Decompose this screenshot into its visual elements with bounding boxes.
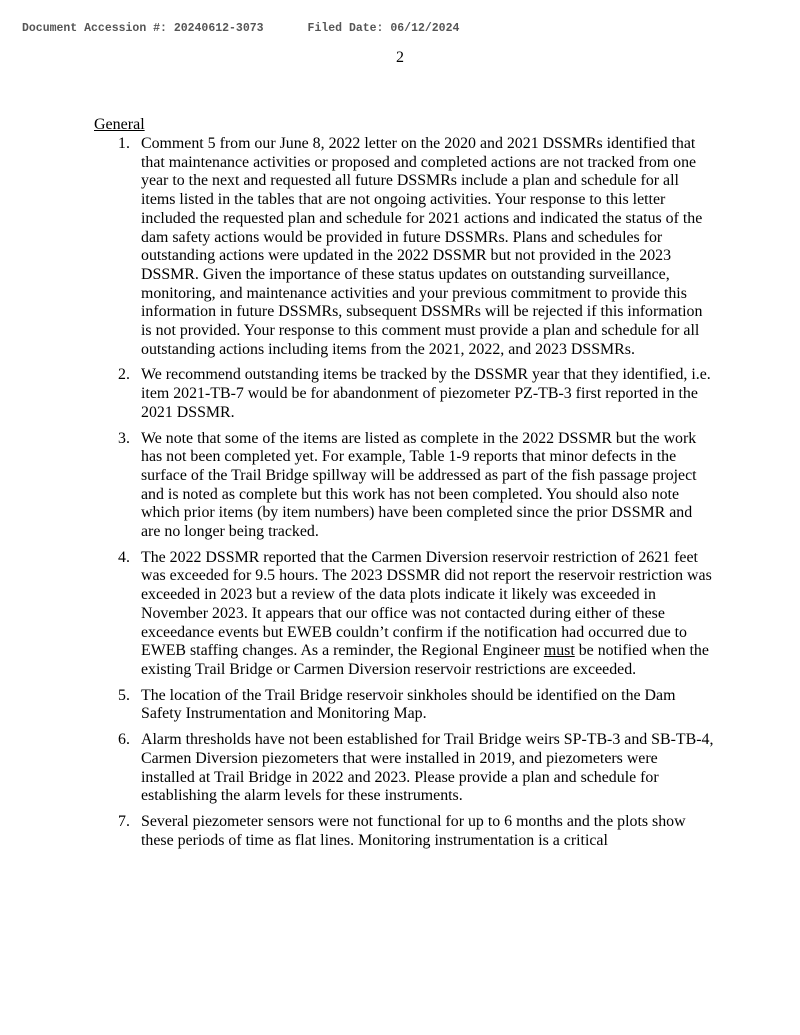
item-number: 5.	[118, 686, 130, 704]
item-number: 4.	[118, 548, 130, 566]
item-text: Several piezometer sensors were not functional for up to 6 months and the plots show these periods of time as flat lines. Monitoring instrumentation is a critical	[141, 812, 686, 849]
item-number: 2.	[118, 366, 130, 384]
item-text: We note that some of the items are listed as complete in the 2022 DSSMR but the work has not been completed yet. For example, Table 1-9 reports that minor defects in the surface of the Trail Bridge spillway will be addressed as part of the fish passage project and is noted as complete but this work has not been completed. You should also note which prior items (by item numbers) have been completed since the prior DSSMR and are no longer being tracked.	[141, 429, 697, 541]
comment-item-1	[94, 135, 714, 359]
document-header	[22, 22, 459, 35]
item-number: 7.	[118, 812, 130, 830]
item-text-emphasis: must	[543, 642, 575, 660]
item-text: Comment 5 from our June 8, 2022 letter on the 2020 and 2021 DSSMRs identified that that maintenance activities or proposed and completed actions are not tracked from one year to the next and requested all future DSSMRs include a plan and schedule for all items listed in the tables that are not ongoing activities. Your response to this letter included the requested plan and schedule for 2021 actions and indicated the status of the dam safety actions would be provided in future DSSMRs. Plans and schedules for outstanding actions were updated in the 2022 DSSMR but not provided in the 2023 DSSMR. Given the importance of these status updates on outstanding surveillance, monitoring, and maintenance activities and your previous commitment to provide this information in future DSSMRs, subsequent DSSMRs will be rejected if this information is not provided. Your response to this comment must provide a plan and schedule for all outstanding actions including items from the 2021, 2022, and 2023 DSSMRs.	[141, 135, 703, 358]
section-heading: General	[94, 116, 145, 133]
item-text: Alarm thresholds have not been established for Trail Bridge weirs SP-TB-3 and SB-TB-4, Carmen Diversion piezometers that were installed in 2019, and piezometers were installed at Trail Bridge in 2022 and 2023. Please provide a plan and schedule for establishing the alarm levels for these instruments.	[141, 731, 714, 805]
comment-item-6	[94, 731, 714, 806]
comment-item-5	[94, 687, 714, 724]
item-number: 3.	[118, 429, 130, 447]
item-number: 1.	[118, 135, 130, 152]
item-text: We recommend outstanding items be tracked by the DSSMR year that they identified, i.e. item 2021-TB-7 would be for abandonment of piezometer PZ-TB-3 first reported in the 2021 DSSMR.	[141, 366, 711, 421]
accession-number: Document Accession #: 20240612-3073	[22, 22, 264, 35]
comment-item-3	[94, 430, 714, 542]
filed-date: Filed Date: 06/12/2024	[307, 22, 460, 35]
item-text-part: The 2022 DSSMR reported that the Carmen Diversion reservoir restriction of 2621 feet was exceeded for 9.5 hours. The 2023 DSSMR did not report the reservoir restriction was exceeded in 2023 but a review of the data plots indicate it likely was exceeded in November 2023. It appears that our office was not contacted during either of these exceedance events but EWEB couldn’t confirm if the notification had occurred due to EWEB staffing changes. As a reminder, the Regional Engineer	[141, 548, 712, 660]
item-text: The location of the Trail Bridge reservoir sinkholes should be identified on the Dam Safety Instrumentation and Monitoring Map.	[141, 686, 676, 723]
item-text-part: be notified when the existing Trail Bridge or Carmen Diversion reservoir restrictions are exceeded.	[141, 642, 709, 678]
item-number: 6.	[118, 731, 130, 749]
comment-item-4	[94, 549, 714, 680]
comment-item-7	[94, 813, 714, 850]
item-text	[141, 549, 712, 678]
page-number: 2	[396, 49, 404, 66]
comment-item-2	[94, 366, 714, 422]
comment-list	[94, 135, 714, 857]
